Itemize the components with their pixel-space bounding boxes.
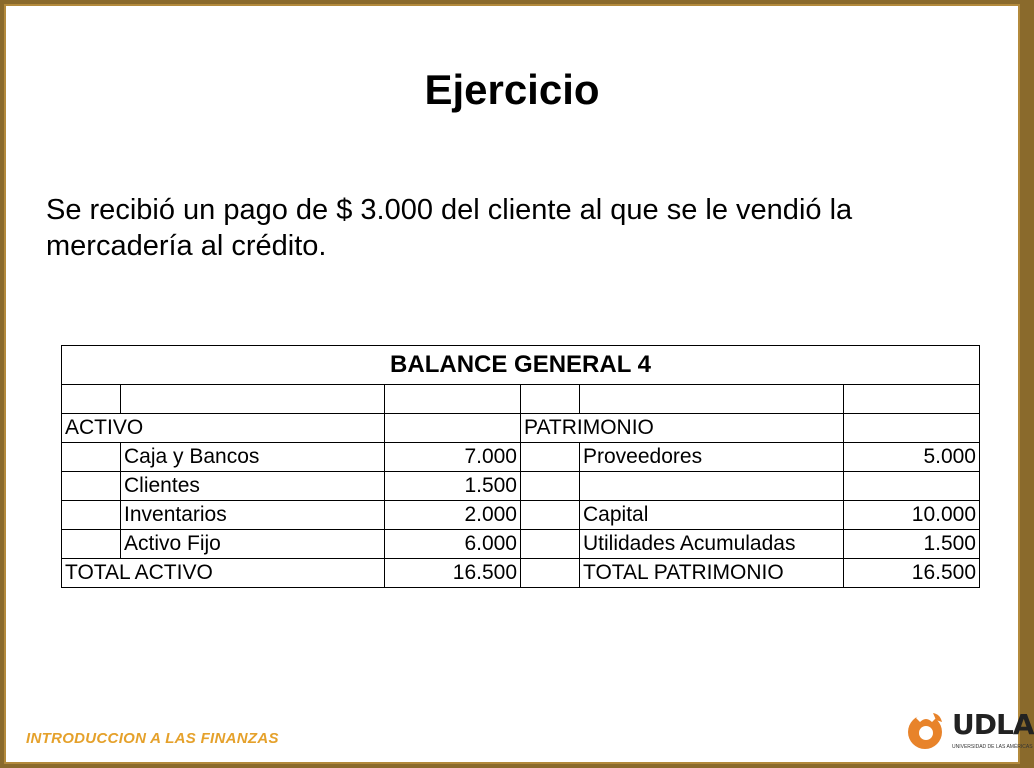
activo-label: Clientes [121,472,385,501]
slide-title: Ejercicio [424,66,600,113]
logo-subtext: UNIVERSIDAD DE LAS AMÉRICAS [952,744,1033,750]
patrimonio-header: PATRIMONIO [521,414,844,443]
table-row [62,501,980,530]
patrimonio-label: Capital [580,501,844,530]
course-footer: INTRODUCCION A LAS FINANZAS [26,730,279,747]
table-row [62,530,980,559]
activo-value: 2.000 [385,501,521,530]
table-row [62,472,980,501]
patrimonio-value [844,472,980,501]
table-row-headers [62,414,980,443]
total-patrimonio-label: TOTAL PATRIMONIO [580,559,844,588]
activo-label: Inventarios [121,501,385,530]
table-row-empty [62,385,980,414]
total-activo-value: 16.500 [385,559,521,588]
activo-value: 7.000 [385,443,521,472]
table-title: BALANCE GENERAL 4 [62,346,980,385]
patrimonio-label: Utilidades Acumuladas [580,530,844,559]
total-activo-label: TOTAL ACTIVO [62,559,385,588]
logo-wordmark: UDLA [952,708,1034,741]
activo-value: 1.500 [385,472,521,501]
patrimonio-label [580,472,844,501]
table-title-row [62,346,980,385]
activo-value: 6.000 [385,530,521,559]
activo-header: ACTIVO [62,414,385,443]
patrimonio-value: 10.000 [844,501,980,530]
udla-logo [906,706,1034,758]
patrimonio-label: Proveedores [580,443,844,472]
balance-table [61,345,980,588]
table-row [62,443,980,472]
patrimonio-value: 1.500 [844,530,980,559]
patrimonio-value: 5.000 [844,443,980,472]
activo-label: Activo Fijo [121,530,385,559]
udla-emblem-icon [906,708,946,754]
table-row-totals [62,559,980,588]
slide [4,4,1034,764]
total-patrimonio-value: 16.500 [844,559,980,588]
exercise-text: Se recibió un pago de $ 3.000 del cliente al que se le vendió la mercadería al crédito. [46,194,853,262]
activo-label: Caja y Bancos [121,443,385,472]
